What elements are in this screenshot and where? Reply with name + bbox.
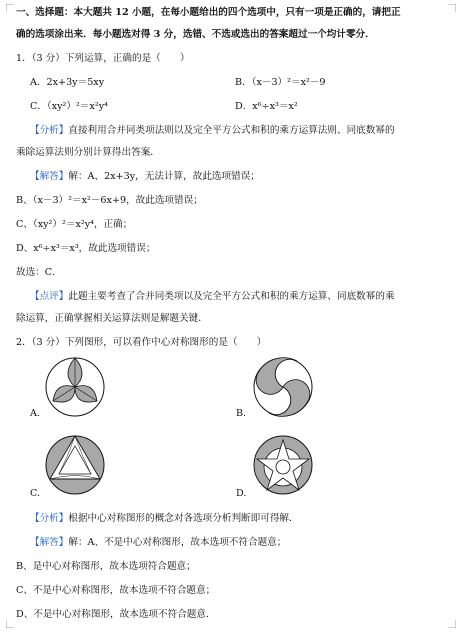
- q2-stem: 2．（3 分）下列图形，可以看作中心对称图形的是（ ）: [16, 337, 267, 348]
- q2-answer-tag: 【解答】: [30, 537, 69, 548]
- q1-analysis-line-1: [30, 124, 395, 138]
- q1-conclusion: 故选：C．: [16, 267, 62, 278]
- q1-stem: 1．（3 分）下列运算，正确的是（ ）: [16, 53, 190, 64]
- triangle-in-circle-icon: [44, 434, 106, 496]
- q1-answer-tag: 【解答】: [30, 171, 69, 182]
- q2-analysis-line: [30, 512, 299, 526]
- crop-mark-top-right: [448, 4, 456, 12]
- q2-analysis-tag: 【分析】: [30, 513, 69, 524]
- crop-mark-bottom-left: [6, 620, 14, 628]
- q1-analysis-tag: 【分析】: [30, 125, 69, 136]
- q2-figure-c-label: C.: [30, 488, 41, 499]
- q2-answer-line-d: D、不是中心对称图形，故本选项不符合题意．: [16, 609, 216, 620]
- q2-answer-text-a: 解：A、不是中心对称图形，故本选项不符合题意；: [68, 537, 287, 548]
- q1-answer-text-a: 解：A、2x+3y，无法计算，故此选项错误；: [68, 171, 260, 182]
- section-header-line-1: 一、选择题：本大题共 12 小题，在每小题给出的四个选项中，只有一项是正确的，请把正: [16, 7, 401, 18]
- q2-figure-b-label: B.: [236, 408, 247, 419]
- q1-option-d: D．x⁶÷x³＝x²: [235, 101, 298, 112]
- section-header-line-2: 确的选项涂出来．每小题选对得 3 分，选错、不选或选出的答案超过一个均计零分．: [16, 29, 375, 40]
- q1-option-c: C．（xy²）²＝x²y⁴: [30, 101, 108, 112]
- q1-answer-line-d: D、x⁶÷x³＝x³，故此选项错误；: [16, 243, 156, 254]
- q1-option-a: A．2x+3y＝5xy: [30, 77, 105, 88]
- q1-answer-line-c: C、（xy²）²＝x²y⁴，正确；: [16, 219, 133, 230]
- q2-answer-line-b: B、是中心对称图形，故本选项符合题意；: [16, 561, 196, 572]
- q1-answer-line-a: [30, 170, 260, 184]
- crop-mark-bottom-right: [448, 620, 456, 628]
- q1-analysis-line-2: 乘除运算法则分别计算得出答案．: [16, 147, 160, 158]
- q1-answer-line-b: B、（x－3）²＝x²－6x+9，故此选项错误；: [16, 195, 203, 206]
- q1-comment-tag: 【点评】: [30, 291, 69, 302]
- q1-comment-line-1: [30, 290, 395, 304]
- q2-analysis-text: 根据中心对称图形的概念对各选项分析判断即可得解．: [68, 513, 299, 524]
- q1-option-b: B．（x－3）²＝x²－9: [235, 77, 326, 88]
- q2-figure-d-label: D.: [236, 488, 247, 499]
- q2-answer-line-c: C、不是中心对称图形，故本选项不符合题意；: [16, 585, 216, 596]
- crop-mark-top-left: [6, 4, 14, 12]
- three-leaf-circle-icon: [44, 356, 106, 418]
- q1-analysis-text: 直接利用合并同类项法则以及完全平方公式和积的乘方运算法则、同底数幂的: [68, 125, 395, 136]
- q1-comment-text: 此题主要考查了合并同类项以及完全平方公式和积的乘方运算、同底数幂的乘: [68, 291, 395, 302]
- five-point-star-in-circle-icon: [252, 434, 314, 496]
- yin-yang-swirl-icon: [252, 356, 314, 418]
- q2-figure-a-label: A.: [30, 408, 40, 419]
- q2-answer-line-a: [30, 536, 286, 550]
- q1-comment-line-2: 除运算，正确掌握相关运算法则是解题关键．: [16, 313, 208, 324]
